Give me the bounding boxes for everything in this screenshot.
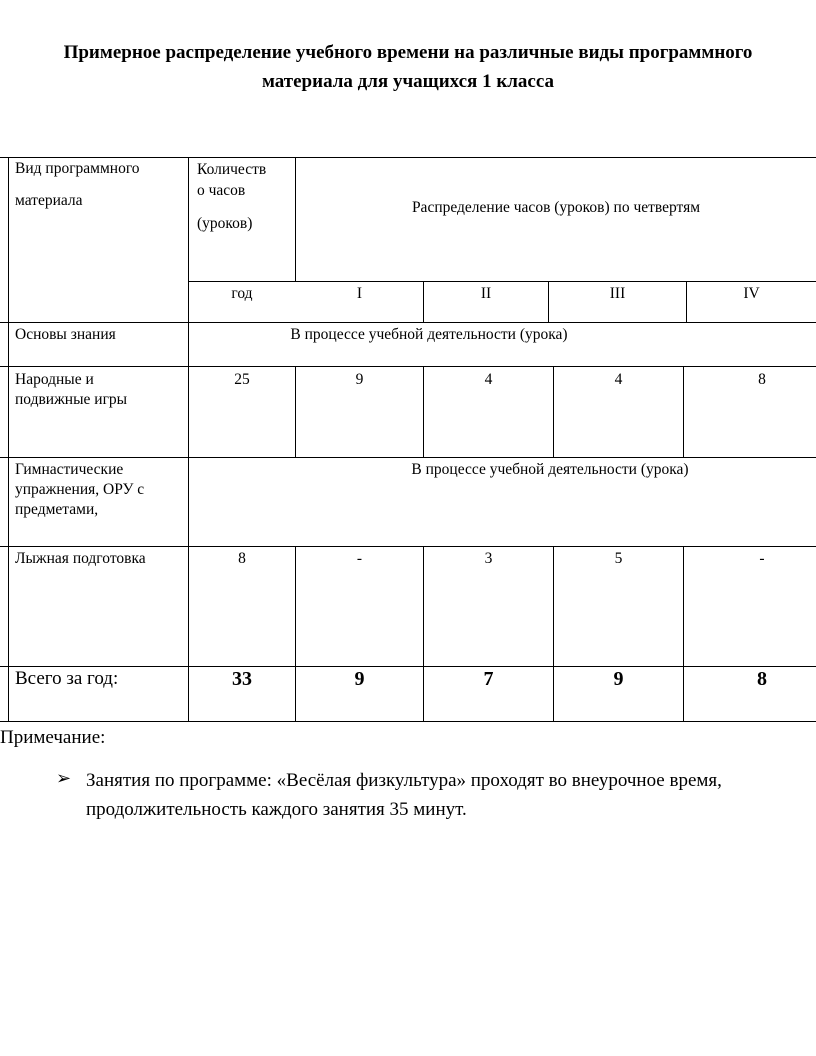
- row-divider: [0, 322, 816, 323]
- total-year: 33: [232, 668, 252, 690]
- column-divider: [683, 546, 684, 722]
- row-2-name-line-2: подвижные игры: [15, 391, 128, 408]
- row-2-quarter-2: 4: [484, 371, 493, 388]
- row-3-name-line-2: упражнения, ОРУ с: [15, 481, 145, 498]
- column-divider: [553, 546, 554, 722]
- row-4-quarter-1: -: [356, 550, 363, 567]
- row-4-name: Лыжная подготовка: [15, 550, 146, 567]
- table-border-left: [8, 157, 9, 722]
- header-quarter-3: III: [609, 285, 626, 302]
- header-subdivider: [188, 281, 816, 282]
- table-border-top: [0, 157, 816, 158]
- row-2-year: 25: [234, 371, 250, 388]
- header-kind-line-2: материала: [15, 192, 83, 209]
- total-quarter-2: 7: [483, 668, 494, 690]
- header-hours-cell: [197, 159, 266, 234]
- row-2-quarter-3: 4: [614, 371, 623, 388]
- row-3-merged: В процессе учебной деятельности (урока): [411, 461, 689, 478]
- column-divider: [295, 546, 296, 722]
- total-quarter-4: 8: [757, 668, 767, 690]
- total-label: Всего за год:: [15, 668, 119, 689]
- header-quarter-1: I: [356, 285, 363, 302]
- row-1-merged: В процессе учебной деятельности (урока): [290, 326, 568, 343]
- row-3-name-line-3: предметами,: [15, 501, 99, 518]
- row-3-name-line-1: Гимнастические: [15, 461, 124, 478]
- header-hours-line-2: о часов: [197, 182, 246, 199]
- row-4-year: 8: [238, 550, 246, 567]
- row-3-name: [15, 460, 144, 520]
- title-line-2: материала для учащихся 1 класса: [261, 71, 555, 92]
- column-divider: [295, 157, 296, 281]
- note-bullet: [86, 766, 816, 824]
- arrowhead-bullet-icon: ➢: [56, 768, 72, 788]
- row-4-quarter-3: 5: [614, 550, 623, 567]
- header-year: год: [231, 285, 253, 302]
- title-line-1: Примерное распределение учебного времени на различные виды программного: [63, 42, 753, 63]
- row-1-name: Основы знания: [15, 326, 116, 343]
- row-divider: [0, 457, 816, 458]
- total-quarter-1: 9: [354, 668, 365, 690]
- row-2-quarter-4: 8: [758, 371, 766, 388]
- note-bullet-line-2: продолжительность каждого занятия 35 минут.: [86, 799, 467, 820]
- row-2-name-line-1: Народные и: [15, 371, 94, 388]
- row-divider: [0, 366, 816, 367]
- header-quarter-2: II: [480, 285, 492, 302]
- note-bullet-line-1: Занятия по программе: «Весёлая физкультура» проходят во внеурочное время,: [86, 770, 722, 791]
- row-2-name: [15, 370, 127, 410]
- row-4-quarter-2: 3: [484, 550, 493, 567]
- row-2-quarter-1: 9: [355, 371, 364, 388]
- row-4-quarter-4: -: [759, 550, 765, 567]
- total-quarter-3: 9: [613, 668, 624, 690]
- header-distribution: Распределение часов (уроков) по четвертям: [411, 199, 701, 216]
- header-kind-line-1: Вид программного: [15, 160, 140, 177]
- note-heading: Примечание:: [0, 727, 106, 748]
- header-hours-line-3: (уроков): [197, 215, 253, 232]
- header-quarter-4: IV: [743, 285, 760, 302]
- table-border-bottom: [0, 721, 816, 722]
- row-divider: [0, 546, 816, 547]
- header-kind-cell: [15, 159, 140, 211]
- header-hours-line-1: Количеств: [197, 161, 267, 178]
- column-divider: [188, 157, 189, 722]
- row-divider: [0, 666, 816, 667]
- column-divider: [423, 546, 424, 722]
